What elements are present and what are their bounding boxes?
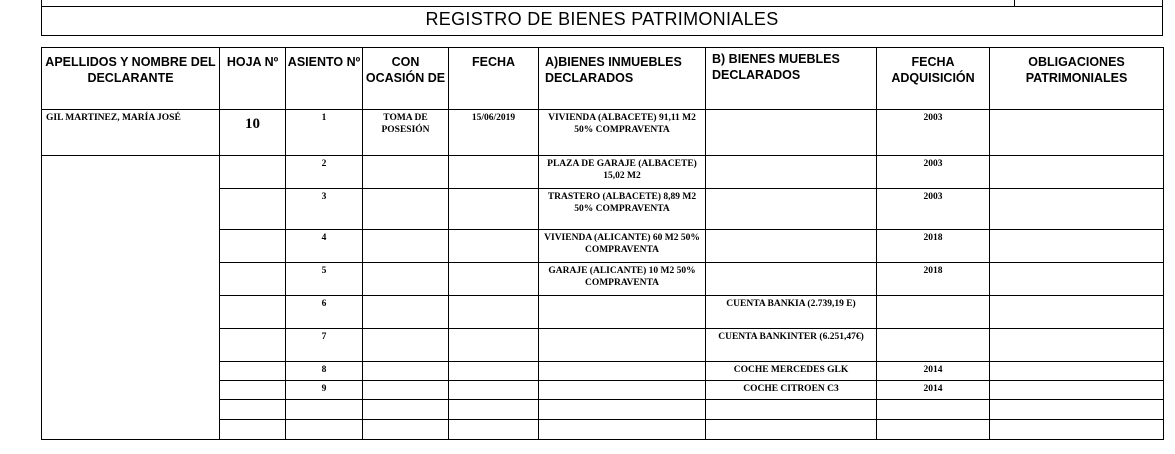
adquisicion-cell: [877, 362, 990, 381]
asiento-cell-text: 8: [321, 365, 327, 375]
table-row: [42, 110, 1164, 156]
declarante-name-text: GIL MARTINEZ, MARÍA JOSÉ: [46, 113, 181, 123]
muebles-cell: [706, 400, 877, 420]
inmuebles-cell-text: PLAZA DE GARAJE (ALBACETE) 15,02 M2: [547, 159, 697, 181]
inmuebles-cell-text: [539, 296, 705, 299]
top-divider: [1014, 0, 1015, 6]
inmuebles-cell-text: [539, 381, 705, 384]
adquisicion-cell-text: 2018: [923, 266, 943, 276]
hoja-cell: [220, 156, 286, 189]
asiento-cell-text: 7: [321, 332, 327, 342]
muebles-cell-text: [706, 110, 876, 113]
inmuebles-cell: [539, 263, 706, 296]
hoja-cell: [220, 362, 286, 381]
inmuebles-cell-text: [539, 329, 705, 332]
inmuebles-cell-text: GARAJE (ALICANTE) 10 M2 50% COMPRAVENTA: [548, 266, 696, 288]
hoja-cell: [220, 420, 286, 440]
hoja-cell: [220, 110, 286, 156]
hoja-cell: [220, 230, 286, 263]
obligaciones-cell: [990, 263, 1164, 296]
inmuebles-cell: [539, 296, 706, 329]
muebles-cell: [706, 230, 877, 263]
obligaciones-cell: [990, 156, 1164, 189]
asiento-cell: [286, 381, 363, 400]
fecha-cell: [449, 381, 539, 400]
hoja-cell: [220, 263, 286, 296]
muebles-cell: [706, 381, 877, 400]
fecha-cell: [449, 110, 539, 156]
fecha-cell: [449, 362, 539, 381]
adquisicion-cell: [877, 381, 990, 400]
inmuebles-cell: [539, 110, 706, 156]
adquisicion-cell: [877, 420, 990, 440]
table-row: [42, 156, 1164, 189]
asiento-cell-text: 1: [321, 113, 327, 123]
asiento-cell: [286, 230, 363, 263]
asiento-cell-text: 4: [321, 233, 327, 243]
header-row: [42, 48, 1164, 110]
muebles-cell-text: [706, 230, 876, 233]
asiento-cell: [286, 329, 363, 362]
adquisicion-cell: [877, 230, 990, 263]
obligaciones-cell: [990, 420, 1164, 440]
adquisicion-cell-text: 2003: [923, 192, 943, 202]
adquisicion-cell: [877, 156, 990, 189]
asiento-cell: [286, 189, 363, 230]
page-title: REGISTRO DE BIENES PATRIMONIALES: [425, 9, 779, 29]
hoja-cell: [220, 400, 286, 420]
adquisicion-cell-text: 2014: [923, 384, 943, 394]
adquisicion-cell: [877, 296, 990, 329]
hoja-cell: [220, 329, 286, 362]
header-declarante: APELLIDOS Y NOMBRE DEL DECLARANTE: [42, 48, 220, 110]
asiento-cell-text: 5: [321, 266, 327, 276]
muebles-cell-text: [706, 189, 876, 192]
asiento-cell: [286, 362, 363, 381]
asiento-cell-text: 2: [321, 159, 327, 169]
hoja-cell: [220, 189, 286, 230]
muebles-cell-text: COCHE MERCEDES GLK: [733, 365, 849, 375]
adquisicion-cell: [877, 189, 990, 230]
table-body: [42, 110, 1164, 440]
obligaciones-cell: [990, 189, 1164, 230]
asiento-cell-text: 6: [321, 299, 327, 309]
ocasion-cell: [363, 110, 449, 156]
inmuebles-cell-text: TRASTERO (ALBACETE) 8,89 M2 50% COMPRAVENTA: [547, 192, 697, 214]
ocasion-cell: [363, 381, 449, 400]
muebles-cell-text: [706, 156, 876, 159]
inmuebles-cell: [539, 230, 706, 263]
adquisicion-cell: [877, 400, 990, 420]
fecha-cell: [449, 420, 539, 440]
fecha-cell: [449, 400, 539, 420]
obligaciones-cell: [990, 362, 1164, 381]
inmuebles-cell: [539, 362, 706, 381]
muebles-cell: [706, 296, 877, 329]
ocasion-cell: [363, 263, 449, 296]
ocasion-cell: [363, 329, 449, 362]
hoja-cell: [220, 296, 286, 329]
header-fecha: FECHA: [449, 48, 539, 110]
asiento-cell: [286, 263, 363, 296]
patrimony-table: [41, 47, 1164, 440]
adquisicion-cell: [877, 110, 990, 156]
adquisicion-cell-text: 2014: [923, 365, 943, 375]
muebles-cell: [706, 110, 877, 156]
ocasion-cell: [363, 420, 449, 440]
obligaciones-cell: [990, 381, 1164, 400]
inmuebles-cell-text: VIVIENDA (ALICANTE) 60 M2 50% COMPRAVENTA: [544, 233, 700, 255]
inmuebles-cell: [539, 381, 706, 400]
hoja-cell: [220, 381, 286, 400]
declarante-blank: [42, 156, 220, 440]
adquisicion-cell-text: 2018: [923, 233, 943, 243]
muebles-cell: [706, 329, 877, 362]
header-adquisicion: FECHA ADQUISICIÓN: [877, 48, 990, 110]
header-muebles: B) BIENES MUEBLES DECLARADOS: [706, 48, 877, 110]
header-obligaciones: OBLIGACIONES PATRIMONIALES: [990, 48, 1164, 110]
ocasion-cell: [363, 230, 449, 263]
asiento-cell: [286, 296, 363, 329]
top-rule: [42, 6, 1162, 7]
declarante-name: [42, 110, 220, 156]
fecha-cell: [449, 296, 539, 329]
ocasion-cell: [363, 362, 449, 381]
inmuebles-cell-text: VIVIENDA (ALBACETE) 91,11 M2 50% COMPRAVENTA: [548, 113, 696, 135]
ocasion-cell: [363, 296, 449, 329]
ocasion-cell: [363, 400, 449, 420]
inmuebles-cell-text: [539, 362, 705, 365]
inmuebles-cell: [539, 420, 706, 440]
inmuebles-cell: [539, 189, 706, 230]
ocasion-cell: [363, 156, 449, 189]
adquisicion-cell-text: [877, 296, 989, 299]
muebles-cell: [706, 156, 877, 189]
adquisicion-cell-text: 2003: [923, 159, 943, 169]
inmuebles-cell: [539, 400, 706, 420]
inmuebles-cell: [539, 329, 706, 362]
fecha-cell: [449, 263, 539, 296]
muebles-cell-text: COCHE CITROEN C3: [743, 384, 839, 394]
header-ocasion: CON OCASIÓN DE: [363, 48, 449, 110]
fecha-cell: [449, 189, 539, 230]
inmuebles-cell: [539, 156, 706, 189]
asiento-cell-text: 9: [321, 384, 327, 394]
muebles-cell: [706, 263, 877, 296]
muebles-cell-text: [706, 263, 876, 266]
muebles-cell-text: CUENTA BANKINTER (6.251,47€): [718, 332, 864, 342]
ocasion-cell-text: TOMA DE POSESIÓN: [381, 113, 430, 135]
fecha-cell: [449, 230, 539, 263]
asiento-cell: [286, 400, 363, 420]
adquisicion-cell-text: 2003: [923, 113, 943, 123]
ocasion-cell: [363, 189, 449, 230]
muebles-cell: [706, 420, 877, 440]
obligaciones-cell: [990, 329, 1164, 362]
header-hoja: HOJA Nº: [220, 48, 286, 110]
adquisicion-cell: [877, 329, 990, 362]
title-box: [41, 0, 1163, 36]
fecha-cell: [449, 329, 539, 362]
asiento-cell: [286, 156, 363, 189]
adquisicion-cell: [877, 263, 990, 296]
asiento-cell: [286, 110, 363, 156]
muebles-cell: [706, 362, 877, 381]
obligaciones-cell: [990, 296, 1164, 329]
adquisicion-cell-text: [877, 329, 989, 332]
header-inmuebles: A)BIENES INMUEBLES DECLARADOS: [539, 48, 706, 110]
header-asiento: ASIENTO Nº: [286, 48, 363, 110]
obligaciones-cell: [990, 400, 1164, 420]
obligaciones-cell: [990, 230, 1164, 263]
asiento-cell-text: 3: [321, 192, 327, 202]
fecha-cell-text: 15/06/2019: [471, 113, 516, 123]
muebles-cell: [706, 189, 877, 230]
fecha-cell: [449, 156, 539, 189]
obligaciones-cell: [990, 110, 1164, 156]
muebles-cell-text: CUENTA BANKIA (2.739,19 E): [726, 299, 856, 309]
hoja-cell-text: 10: [245, 116, 260, 132]
asiento-cell: [286, 420, 363, 440]
